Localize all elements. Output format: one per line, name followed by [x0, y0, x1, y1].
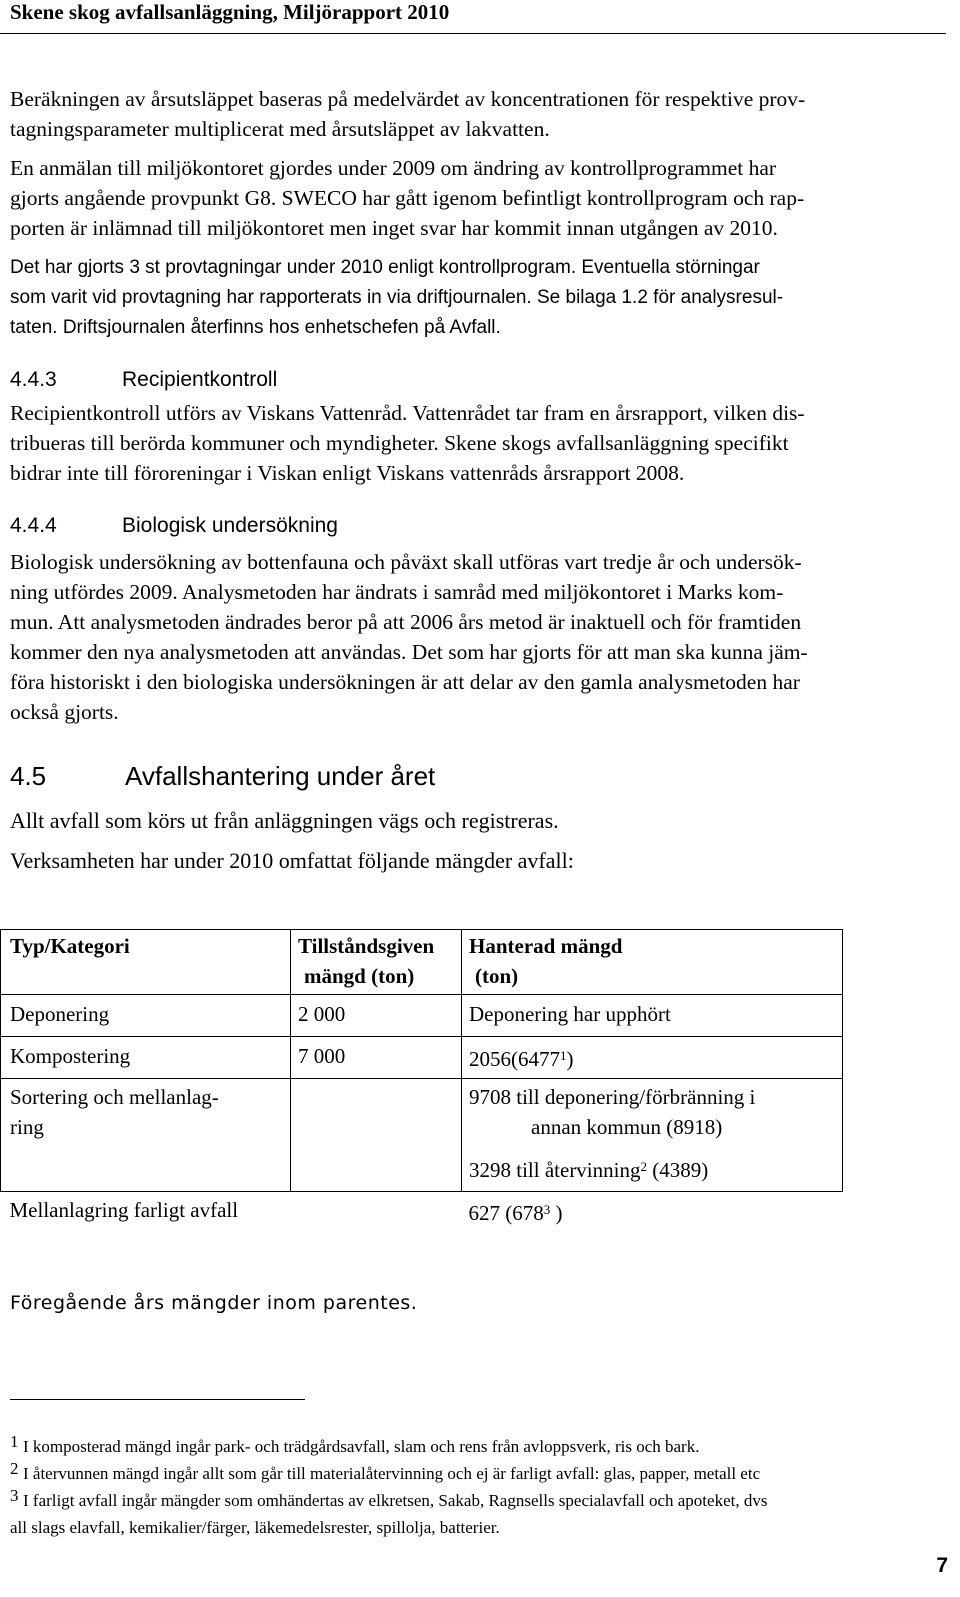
text-line: En anmälan till miljökontoret gjordes under 2009 om ändring av kontrollprogrammet har [10, 156, 777, 180]
cell-text: 7 000 [298, 1044, 346, 1068]
section-number: 4.4.3 [10, 368, 57, 391]
section-title: Recipientkontroll [122, 368, 278, 391]
footnote-line: all slags elavfall, kemikalier/färger, läkemedelsrester, spillolja, batterier. [10, 1518, 500, 1537]
section-number: 4.4.4 [10, 514, 57, 537]
footnote-text: I komposterad mängd ingår park- och trädgårdsavfall, slam och rens från avloppsverk, ris och bark. [23, 1437, 700, 1456]
footnote-separator [10, 1399, 305, 1400]
text-line: porten är inlämnad till miljökontoret men inget svar har kommit innan utgången av 2010. [10, 216, 778, 240]
footnote-mark: 2 [10, 1459, 19, 1478]
section-number: 4.5 [10, 761, 47, 791]
table-cell-empty [291, 1079, 462, 1192]
text-line: ning utfördes 2009. Analysmetoden har ändrats i samråd med miljökontoret i Marks kom- [10, 580, 784, 604]
footnote-3 [10, 1482, 945, 1541]
cell-text: 2 000 [298, 1002, 346, 1026]
footnote-text: I återvunnen mängd ingår allt som går till materialåtervinning och ej är farligt avfall: glas, papper, metall etc [23, 1464, 761, 1483]
text-line: som varit vid provtagning har rapporterats in via driftjournalen. Se bilaga 1.2 för analysresul- [10, 287, 784, 308]
cell-text [469, 1152, 708, 1185]
header-label: Hanterad mängd [469, 934, 623, 958]
cell-text: Mellanlagring farligt avfall [9, 1198, 239, 1222]
text-line: också gjorts. [10, 700, 119, 724]
footnote-line [10, 1482, 945, 1514]
header-label: Tillståndsgiven [298, 934, 435, 958]
footnote-ref: 1 [560, 1048, 567, 1063]
cell-text: 9708 till deponering/förbränning i [469, 1085, 756, 1109]
table-cell [291, 1037, 462, 1079]
text-line: tribueras till berörda kommuner och myndigheter. Skene skogs avfallsanläggning specifikt [10, 431, 789, 455]
paragraph-calculation [10, 84, 945, 144]
header-label: Typ/Kategori [10, 934, 130, 958]
table-cell [291, 995, 462, 1037]
header-cell-handled [462, 930, 843, 995]
cell-text: Deponering [10, 1002, 110, 1026]
cell-text: annan kommun (8918) [531, 1115, 723, 1139]
table-row [1, 1079, 843, 1192]
table-note: Föregående års mängder inom parentes. [10, 1292, 418, 1314]
cell-text: ring [10, 1115, 44, 1139]
footnote-ref: 3 [543, 1202, 551, 1217]
text-line: Beräkningen av årsutsläppet baseras på medelvärdet av koncentrationen för respektive prov- [10, 87, 806, 111]
heading-avfallshantering [10, 761, 435, 791]
table-header-row [1, 930, 843, 995]
text-line: Det har gjorts 3 st provtagningar under 2010 enligt kontrollprogram. Eventuella störningar [10, 257, 760, 278]
value-end: (4389) [646, 1158, 709, 1182]
value-main: 3298 till återvinning [469, 1158, 641, 1182]
header-label: mängd (ton) [304, 964, 415, 988]
header-cell-permitted [291, 930, 462, 995]
cell-text: Sortering och mellanlag- [10, 1085, 219, 1109]
text-line: tagningsparameter multiplicerat med årsutsläppet av lakvatten. [10, 117, 550, 141]
table-cell [462, 995, 843, 1037]
footnote-ref: 2 [640, 1159, 647, 1174]
footnote-mark: 1 [10, 1432, 19, 1451]
paragraph-notification [10, 153, 945, 243]
header-title: Skene skog avfallsanläggning, Miljörapport 2010 [10, 0, 450, 24]
table-row [1, 1037, 843, 1079]
value-end: ) [550, 1201, 563, 1225]
cell-text [469, 1195, 563, 1228]
table-cell [462, 1079, 843, 1192]
section-title: Biologisk undersökning [122, 514, 338, 537]
waste-table [0, 929, 843, 1234]
value-end: ) [566, 1047, 574, 1071]
table-cell [462, 1037, 843, 1079]
heading-recipientkontroll [10, 367, 277, 393]
paragraph-mangder-intro: Verksamheten har under 2010 omfattat följande mängder avfall: [10, 848, 574, 873]
section-title: Avfallshantering under året [125, 761, 436, 791]
heading-biologisk-undersokning [10, 513, 338, 539]
page-number: 7 [936, 1554, 948, 1577]
text-line: mun. Att analysmetoden ändrades beror på att 2006 års metod är inaktuell och för framtiden [10, 610, 802, 634]
table-cell [1, 1079, 291, 1192]
text-line: gjorts angående provpunkt G8. SWECO har gått igenom befintligt kontrollprogram och rap- [10, 186, 805, 210]
header-cell-category [1, 930, 291, 995]
running-header [0, 0, 946, 34]
text-line: kommer den nya analysmetoden att användas. Det som har gjorts för att man ska kunna jäm- [10, 640, 808, 664]
table-cell [1, 1192, 462, 1235]
text-line: föra historiskt i den biologiska undersökningen är att delar av den gamla analysmetoden har [10, 670, 800, 694]
table-cell [1, 1037, 291, 1079]
footnote-text: I farligt avfall ingår mängder som omhändertas av elkretsen, Sakab, Ragnsells specialavfall och apoteket, dvs [23, 1491, 768, 1510]
text-line: taten. Driftsjournalen återfinns hos enhetschefen på Avfall. [10, 317, 501, 338]
cell-text: Deponering har upphört [469, 1002, 671, 1026]
paragraph-vagning: Allt avfall som körs ut från anläggningen vägs och registreras. [10, 808, 559, 833]
table-row [1, 1192, 843, 1235]
paragraph-sampling [10, 253, 945, 343]
value-main: 2056(6477 [469, 1047, 560, 1071]
paragraph-recipientkontroll [10, 398, 945, 488]
text-line: Biologisk undersökning av bottenfauna och påväxt skall utföras vart tredje år och undersök- [10, 550, 802, 574]
cell-text [469, 1041, 574, 1074]
table-cell [462, 1192, 843, 1235]
paragraph-biologisk [10, 547, 945, 727]
table-cell [1, 995, 291, 1037]
text-line: Recipientkontroll utförs av Viskans Vattenråd. Vattenrådet tar fram en årsrapport, vilken dis- [10, 401, 805, 425]
text-line: bidrar inte till föroreningar i Viskan enligt Viskans vattenråds årsrapport 2008. [10, 461, 685, 485]
header-label: (ton) [475, 964, 519, 988]
cell-text: Kompostering [10, 1044, 131, 1068]
value-main: 627 (678 [468, 1201, 544, 1225]
table-row [1, 995, 843, 1037]
footnote-mark: 3 [10, 1486, 19, 1505]
